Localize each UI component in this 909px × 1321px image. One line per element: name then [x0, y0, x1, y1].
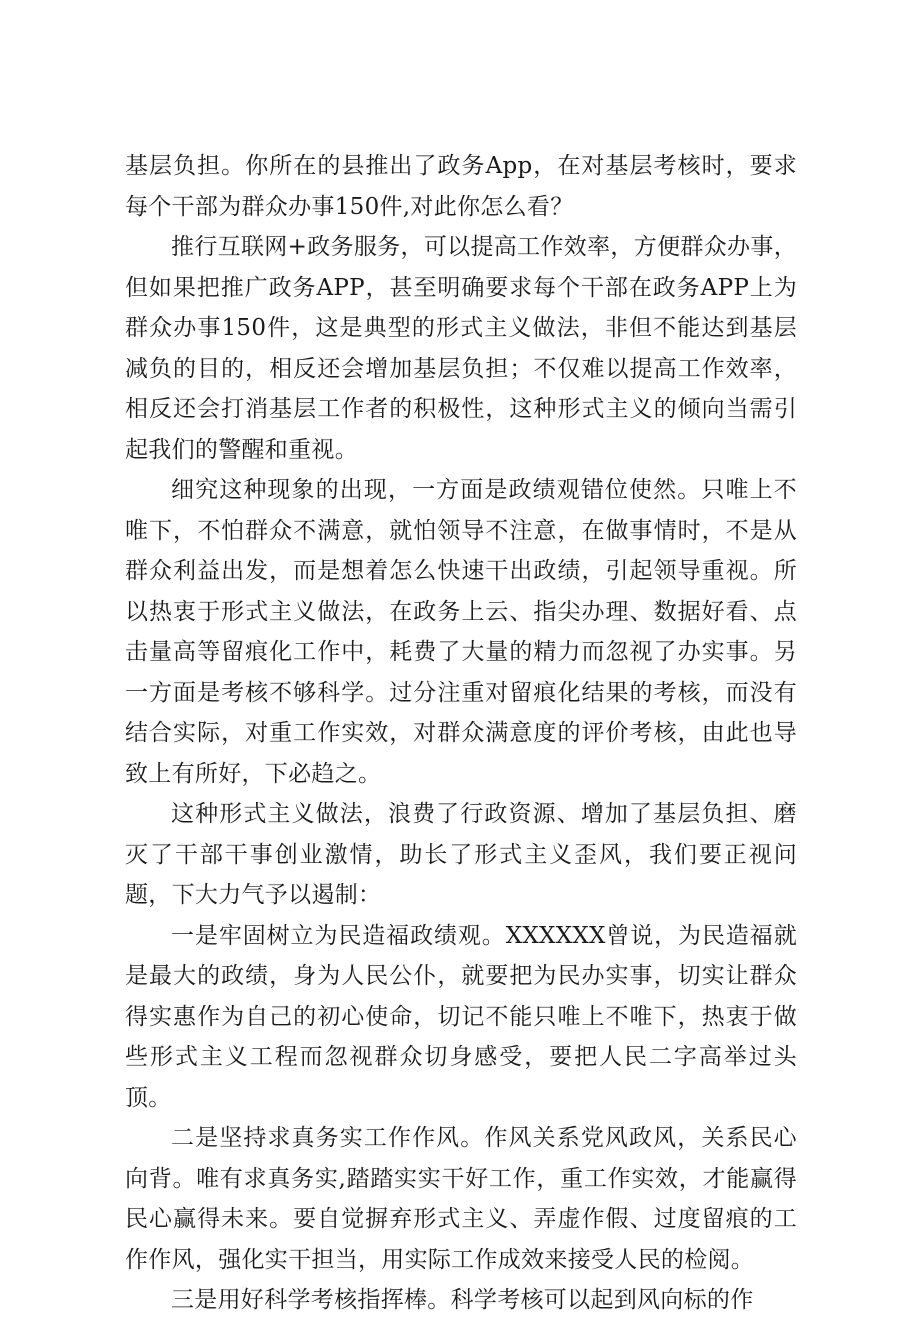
paragraph-transition: 这种形式主义做法，浪费了行政资源、增加了基层负担、磨灭了干部干事创业激情，助长了形式主义歪风，我们要正视问题，下大力气予以遏制：	[125, 801, 797, 908]
paragraph-point-three: 三是用好科学考核指挥棒。科学考核可以起到风向标的作	[171, 1287, 754, 1313]
paragraph-point-two: 二是坚持求真务实工作作风。作风关系党风政风，关系民心向背。唯有求真务实,踏踏实实干好工作，重工作实效，才能赢得民心赢得未来。要自觉摒弃形式主义、弄虚作假、过度留痕的工作作风，强化实干担当，用实际工作成效来接受人民的检阅。	[125, 1125, 797, 1273]
paragraph-intro: 推行互联网+政务服务，可以提高工作效率，方便群众办事，但如果把推广政务APP，甚至明确要求每个干部在政务APP上为群众办事150件，这是典型的形式主义做法，非但不能达到基层减负的目的，相反还会增加基层负担；不仅难以提高工作效率，相反还会打消基层工作者的积极性，这种形式主义的倾向当需引起我们的警醒和重视。	[125, 234, 797, 463]
paragraph-point-one: 一是牢固树立为民造福政绩观。XXXXXX曾说，为民造福就是最大的政绩，身为人民公仆，就要把为民办实事，切实让群众得实惠作为自己的初心使命，切记不能只唯上不唯下，热衷于做些形式主义工程而忽视群众切身感受，要把人民二字高举过头顶。	[125, 922, 797, 1111]
paragraph-continuation: 基层负担。你所在的县推出了政务App，在对基层考核时，要求每个干部为群众办事150件,对此你怎么看？	[125, 153, 797, 220]
document-body	[125, 146, 797, 1321]
paragraph-analysis: 细究这种现象的出现，一方面是政绩观错位使然。只唯上不唯下，不怕群众不满意，就怕领导不注意，在做事情时，不是从群众利益出发，而是想着怎么快速干出政绩，引起领导重视。所以热衷于形式主义做法，在政务上云、指尖办理、数据好看、点击量高等留痕化工作中，耗费了大量的精力而忽视了办实事。另一方面是考核不够科学。过分注重对留痕化结果的考核，而没有结合实际，对重工作实效，对群众满意度的评价考核，由此也导致上有所好，下必趋之。	[125, 477, 797, 787]
